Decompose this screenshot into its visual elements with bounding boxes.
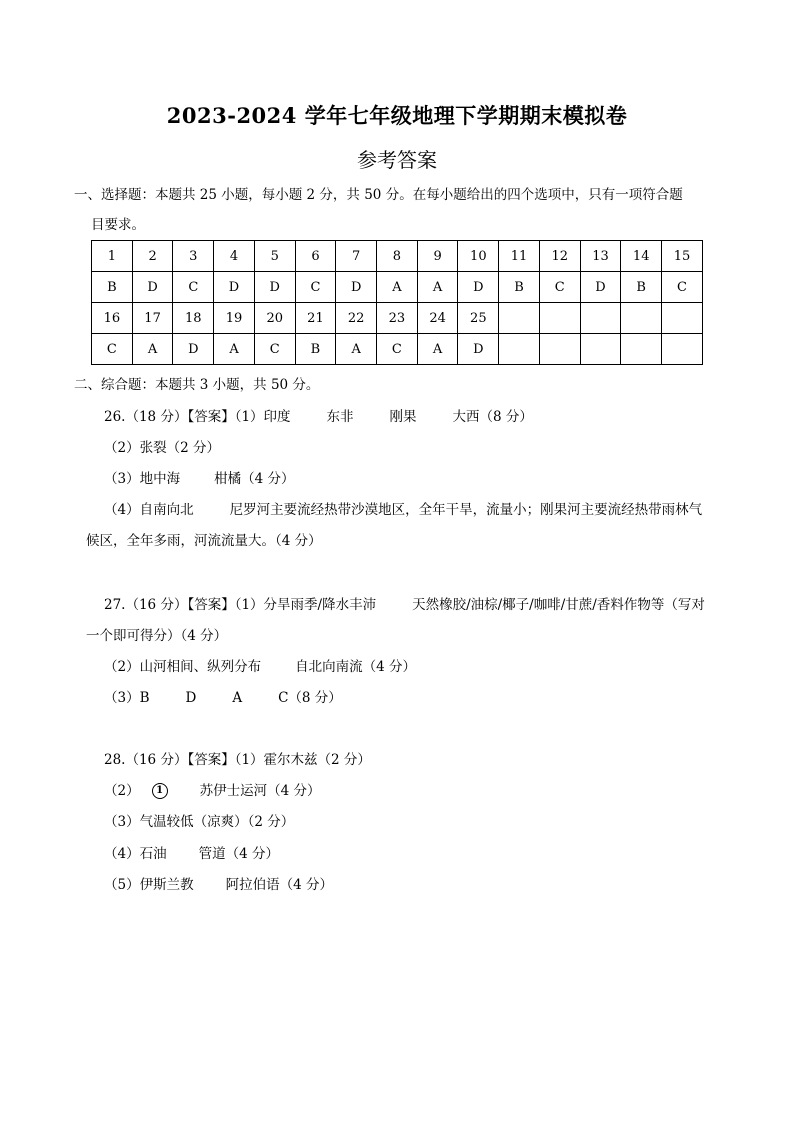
- table-cell: D: [254, 272, 295, 303]
- table-cell: 7: [336, 241, 377, 272]
- q28-answer-2b: 苏伊士运河（4 分）: [199, 783, 321, 799]
- table-cell: [662, 303, 703, 334]
- table-cell: [580, 334, 621, 365]
- q28-answer-4b: 管道（4 分）: [198, 846, 279, 862]
- table-cell: C: [539, 272, 580, 303]
- table-cell: [539, 303, 580, 334]
- table-cell: 11: [499, 241, 540, 272]
- q27-answer-1a: 27.（16 分）【答案】（1）分旱雨季/降水丰沛: [104, 597, 377, 613]
- q27-answer-3d: C（8 分）: [278, 690, 342, 706]
- table-cell: C: [662, 272, 703, 303]
- section1-heading-line2: 目要求。: [91, 217, 145, 233]
- q26-answer-3a: （3）地中海: [104, 471, 181, 487]
- table-cell: A: [132, 334, 173, 365]
- table-cell: 22: [336, 303, 377, 334]
- table-row-question-numbers: [92, 241, 703, 272]
- q26-answer-4b: 尼罗河主要流经热带沙漠地区，全年干旱，流量小；刚果河主要流经热带雨林气: [229, 502, 703, 518]
- table-cell: [580, 303, 621, 334]
- table-cell: D: [132, 272, 173, 303]
- table-cell: 20: [254, 303, 295, 334]
- table-cell: A: [417, 272, 458, 303]
- q27-line2: [104, 658, 416, 676]
- table-cell: D: [214, 272, 255, 303]
- table-cell: D: [336, 272, 377, 303]
- q26-answer-2: （2）张裂（2 分）: [104, 440, 220, 456]
- q26-line1: [104, 408, 533, 426]
- q28-line2: [104, 782, 320, 800]
- table-cell: 21: [295, 303, 336, 334]
- q27-answer-3b: D: [185, 690, 197, 706]
- q27-answer-1b: 天然橡胶/油棕/椰子/咖啡/甘蔗/香料作物等（写对: [412, 597, 705, 613]
- q27-answer-3a: （3）B: [104, 690, 150, 706]
- table-row-answers: [92, 334, 703, 365]
- table-cell: 9: [417, 241, 458, 272]
- table-cell: 23: [377, 303, 418, 334]
- table-cell: D: [458, 334, 499, 365]
- q27-answer-1-continued: 一个即可得分）（4 分）: [86, 628, 228, 644]
- table-cell: [621, 334, 662, 365]
- table-cell: 2: [132, 241, 173, 272]
- q26-answer-4a: （4）自南向北: [104, 502, 194, 518]
- q28-answer-3: （3）气温较低（凉爽）（2 分）: [104, 814, 295, 830]
- table-cell: 6: [295, 241, 336, 272]
- table-cell: 4: [214, 241, 255, 272]
- table-cell: 1: [92, 241, 133, 272]
- table-cell: 12: [539, 241, 580, 272]
- table-cell: 18: [173, 303, 214, 334]
- section1-heading-line1: 一、选择题：本题共 25 小题，每小题 2 分，共 50 分。在每小题给出的四个选项中，只有一项符合题: [74, 187, 683, 203]
- table-cell: 3: [173, 241, 214, 272]
- q27-line3: [104, 689, 342, 707]
- q28-line5: [104, 876, 333, 894]
- table-cell: B: [621, 272, 662, 303]
- table-cell: 25: [458, 303, 499, 334]
- q27-answer-3c: A: [232, 690, 243, 706]
- table-cell: [621, 303, 662, 334]
- q28-answer-5b: 阿拉伯语（4 分）: [225, 877, 333, 893]
- table-cell: 5: [254, 241, 295, 272]
- table-cell: C: [92, 334, 133, 365]
- circled-number-marker: 1: [152, 783, 168, 799]
- q26-line4: [104, 501, 702, 519]
- section2-heading: 二、综合题：本题共 3 小题，共 50 分。: [74, 377, 320, 393]
- page-subtitle: 参考答案: [357, 148, 437, 172]
- q26-answer-3b: 柑橘（4 分）: [214, 471, 295, 487]
- table-cell: 17: [132, 303, 173, 334]
- table-cell: D: [173, 334, 214, 365]
- table-cell: A: [214, 334, 255, 365]
- q26-answer-1b: 东非: [326, 409, 354, 425]
- table-cell: 19: [214, 303, 255, 334]
- table-cell: [499, 303, 540, 334]
- page-title: 2023-2024 学年七年级地理下学期期末模拟卷: [166, 103, 628, 128]
- q28-answer-5a: （5）伊斯兰教: [104, 877, 194, 893]
- table-cell: A: [377, 272, 418, 303]
- table-cell: 8: [377, 241, 418, 272]
- table-cell: C: [173, 272, 214, 303]
- q27-answer-2a: （2）山河相间、纵列分布: [104, 659, 262, 675]
- table-cell: 24: [417, 303, 458, 334]
- table-cell: B: [499, 272, 540, 303]
- q27-answer-2b: 自北向南流（4 分）: [295, 659, 416, 675]
- q28-answer-1: 28.（16 分）【答案】（1）霍尔木兹（2 分）: [104, 752, 371, 768]
- q26-answer-4-continued: 候区，全年多雨，河流流量大。（4 分）: [86, 533, 322, 549]
- table-cell: 13: [580, 241, 621, 272]
- q26-answer-1d: 大西（8 分）: [452, 409, 533, 425]
- table-cell: [499, 334, 540, 365]
- q26-answer-1a: 26.（18 分）【答案】（1）印度: [104, 409, 291, 425]
- table-cell: 14: [621, 241, 662, 272]
- table-row-answers: [92, 272, 703, 303]
- q26-answer-1c: 刚果: [389, 409, 417, 425]
- table-cell: 10: [458, 241, 499, 272]
- table-cell: D: [580, 272, 621, 303]
- table-cell: D: [458, 272, 499, 303]
- table-cell: [662, 334, 703, 365]
- table-cell: B: [92, 272, 133, 303]
- q28-answer-4a: （4）石油: [104, 846, 167, 862]
- table-cell: C: [254, 334, 295, 365]
- table-cell: A: [336, 334, 377, 365]
- q26-line3: [104, 470, 294, 488]
- table-cell: C: [377, 334, 418, 365]
- table-cell: 16: [92, 303, 133, 334]
- table-cell: C: [295, 272, 336, 303]
- answer-table: [91, 240, 703, 365]
- q27-line1: [104, 596, 705, 614]
- table-cell: B: [295, 334, 336, 365]
- table-row-question-numbers: [92, 303, 703, 334]
- q28-answer-2a: （2）: [104, 783, 140, 799]
- table-cell: A: [417, 334, 458, 365]
- table-cell: 15: [662, 241, 703, 272]
- q28-line4: [104, 845, 279, 863]
- table-cell: [539, 334, 580, 365]
